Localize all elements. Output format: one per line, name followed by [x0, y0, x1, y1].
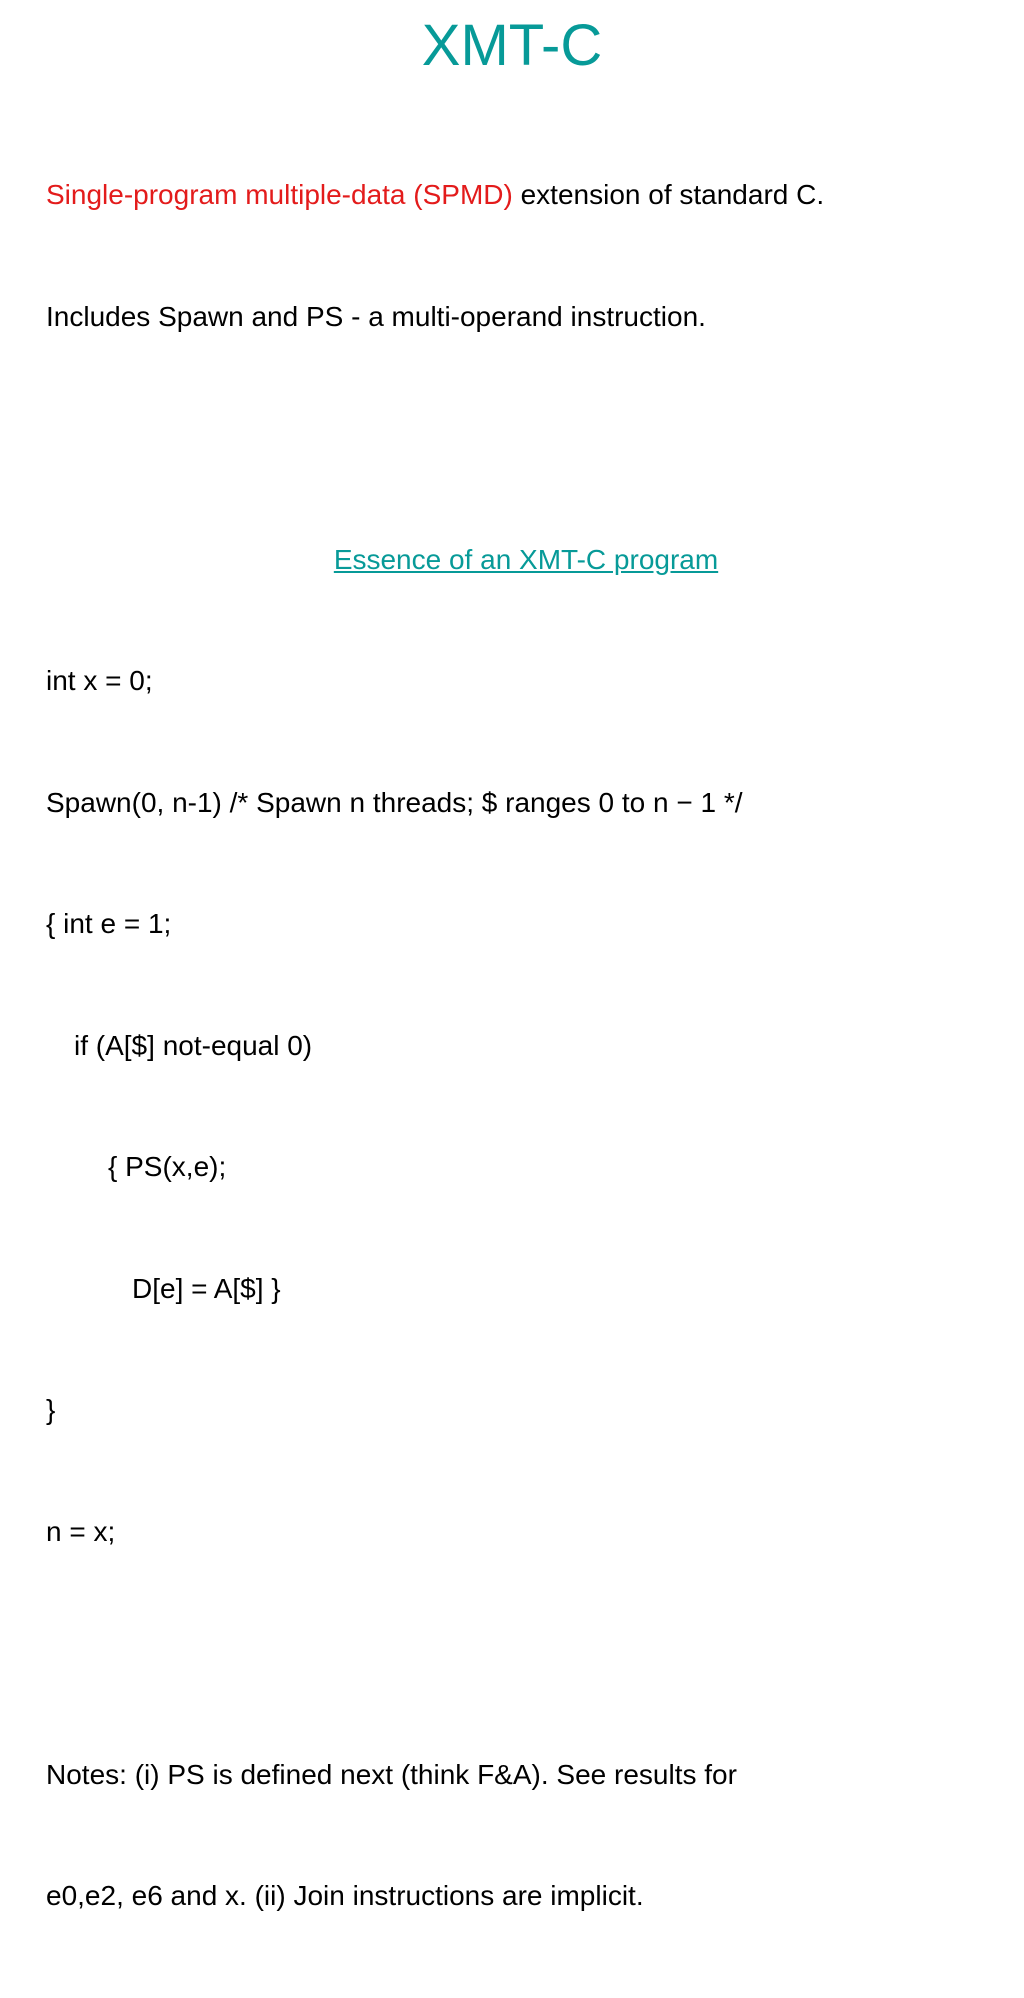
code-line-2: Spawn(0, n-1) /* Spawn n threads; $ ranges 0 to n − 1 */: [46, 786, 743, 818]
notes-line-2: e0,e2, e6 and x. (ii) Join instructions are implicit.: [46, 1880, 644, 1911]
code-line-4: if (A[$] not-equal 0): [74, 1029, 313, 1061]
essence-link[interactable]: Essence of an XMT-C program: [333, 543, 719, 575]
code-line-3: { int e = 1;: [46, 908, 172, 939]
code-line-7: }: [46, 1394, 56, 1425]
intro-rest: extension of standard C.: [512, 179, 825, 210]
slide-title: XMT-C: [421, 13, 603, 78]
subheading-line: [46, 540, 1006, 581]
intro-line-2: Includes Spawn and PS - a multi-operand instruction.: [46, 300, 706, 332]
code-line-6: D[e] = A[$] }: [132, 1272, 281, 1304]
blank-line-2: [46, 1633, 1006, 1674]
intro-line-1: [46, 175, 1006, 216]
code-line-8: n = x;: [46, 1515, 116, 1547]
code-line-1: int x = 0;: [46, 665, 153, 696]
slide-body: [46, 94, 1006, 1998]
code-line-5: { PS(x,e);: [108, 1151, 227, 1182]
notes-line-1: Notes: (i) PS is defined next (think F&A). See results for: [46, 1758, 737, 1790]
spmd-highlight: Single-program multiple-data (SPMD): [46, 179, 513, 210]
blank-line: [46, 418, 1006, 459]
